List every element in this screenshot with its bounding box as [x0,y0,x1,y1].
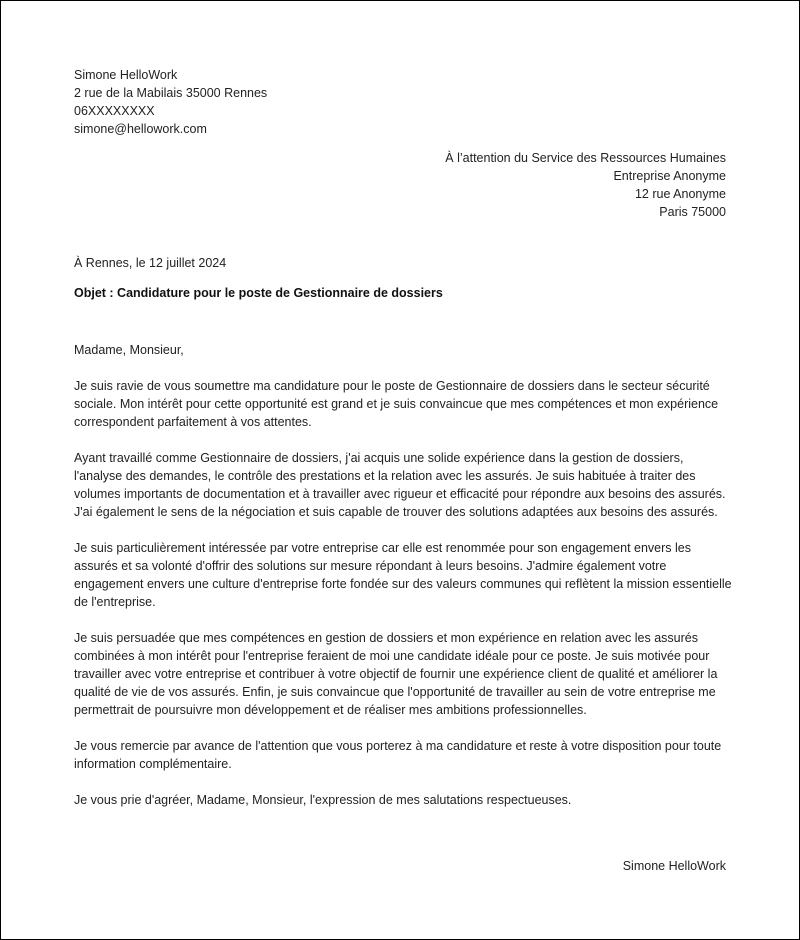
body-paragraph: Je suis persuadée que mes compétences en gestion de dossiers et mon expérience en relation avec les assurés combinées à mon intérêt pour l'entreprise feraient de moi une candidate idéale pour ce poste. Je suis motivée pour travailler avec votre entreprise et contribuer à votre objectif de fournir une expérience client de qualité et améliorer la qualité de vie de vos assurés. Enfin, je suis convaincue que l'opportunité de travailler au sein de votre entreprise me permettrait de poursuivre mon développement et de réaliser mes ambitions professionnelles. [74,631,718,717]
letter-body [74,341,734,827]
recipient-street: 12 rue Anonyme [634,187,726,201]
sender-phone: 06XXXXXXXX [74,104,155,118]
letter-date: À Rennes, le 12 juillet 2024 [74,256,227,270]
sender-block [74,66,267,138]
body-paragraph: Je vous remercie par avance de l'attention que vous porterez à ma candidature et reste à votre disposition pour toute information complémentaire. [74,739,722,771]
salutation: Madame, Monsieur, [74,343,184,357]
signature: Simone HelloWork [622,859,726,873]
letter-subject: Objet : Candidature pour le poste de Gestionnaire de dossiers [74,286,443,300]
recipient-city: Paris 75000 [659,205,726,219]
body-paragraph: Je suis ravie de vous soumettre ma candidature pour le poste de Gestionnaire de dossiers dans le secteur sécurité sociale. Mon intérêt pour cette opportunité est grand et je suis convaincue que mes compétences et mon expérience correspondent parfaitement à vos attentes. [74,379,719,429]
closing-paragraph: Je vous prie d'agréer, Madame, Monsieur, l'expression de mes salutations respectueuses. [74,793,572,807]
recipient-company: Entreprise Anonyme [613,169,726,183]
sender-name: Simone HelloWork [74,68,178,82]
recipient-attention: À l’attention du Service des Ressources Humaines [445,151,726,165]
recipient-block [445,149,726,221]
sender-address: 2 rue de la Mabilais 35000 Rennes [74,86,268,100]
body-paragraph: Je suis particulièrement intéressée par votre entreprise car elle est renommée pour son engagement envers les assurés et sa volonté d'offrir des solutions sur mesure répondant à leurs besoins. J'admire également votre engagement envers une culture d'entreprise forte fondée sur des valeurs communes qui reflètent la mission essentielle de l'entreprise. [74,541,732,609]
body-paragraph: Ayant travaillé comme Gestionnaire de dossiers, j'ai acquis une solide expérience dans la gestion de dossiers, l'analyse des demandes, le contrôle des prestations et la relation avec les assurés. Je suis habituée à traiter des volumes importants de documentation et à travailler avec rigueur et efficacité pour répondre aux besoins des assurés. J'ai également le sens de la négociation et suis capable de trouver des solutions adaptées aux besoins des assurés. [74,451,726,519]
sender-email: simone@hellowork.com [74,122,207,136]
